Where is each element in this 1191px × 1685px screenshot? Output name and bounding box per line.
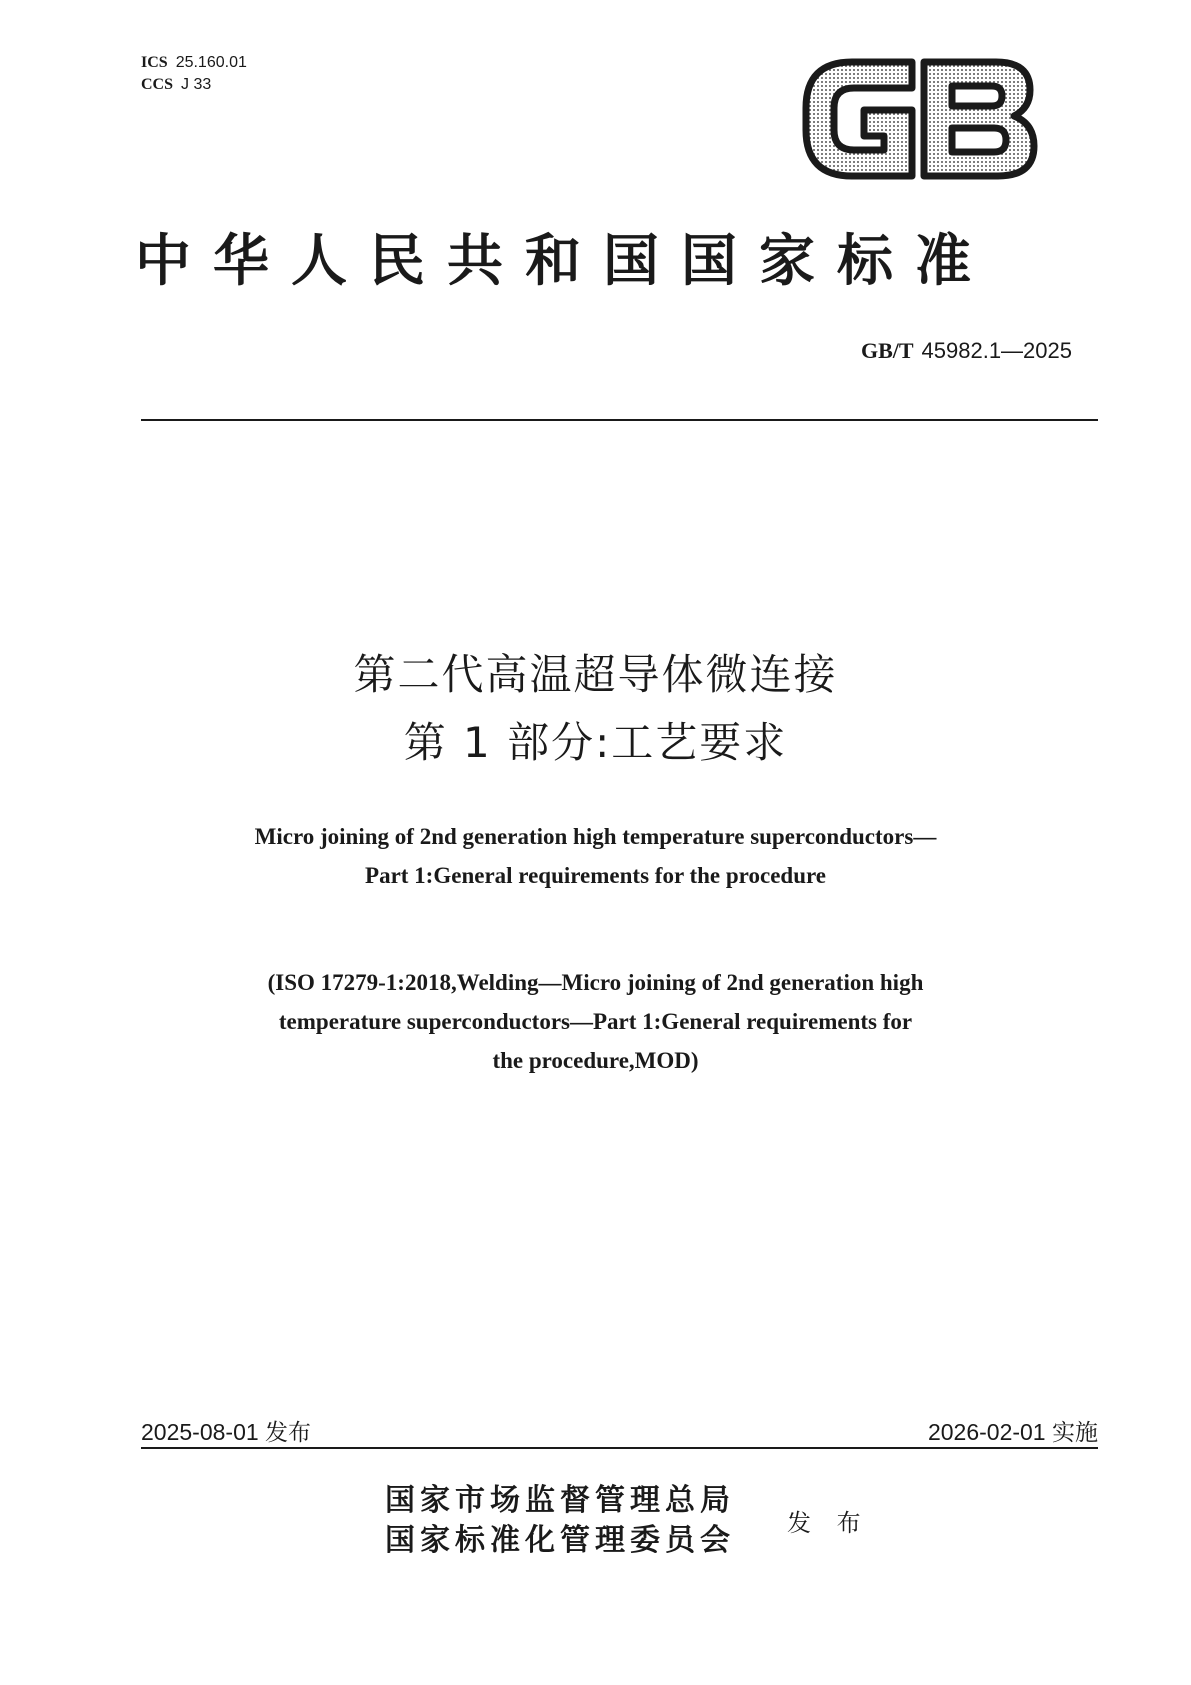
- ccs-label: CCS: [141, 76, 174, 93]
- chinese-title-line2: 第 1 部分:工艺要求: [403, 718, 788, 767]
- iso-reference-line2: temperature superconductors—Part 1:General requirements for: [278, 1009, 913, 1034]
- issuer-samr: 国家市场监督管理总局: [385, 1483, 735, 1518]
- standard-number-prefix: GB/T: [860, 338, 914, 363]
- iso-reference-line3: the procedure,MOD): [492, 1048, 699, 1073]
- standard-number-code: 45982.1—2025: [921, 338, 1072, 363]
- standard-number: [861, 338, 1072, 364]
- iso-reference: [0, 963, 1191, 1080]
- publish-label: 发 布: [787, 1509, 870, 1537]
- chinese-title-line1: 第二代高温超导体微连接: [353, 650, 838, 699]
- issuing-authorities: [385, 1481, 735, 1561]
- national-standard-title: 中华人民共和国国家标准: [135, 228, 993, 294]
- classification-codes: [141, 52, 247, 96]
- bottom-divider: [141, 1447, 1098, 1449]
- issue-date: 2025-08-01 发布: [141, 1419, 312, 1445]
- top-divider: [141, 419, 1098, 421]
- english-title-line2: Part 1:General requirements for the procedure: [365, 863, 826, 888]
- ics-code-row: [141, 52, 247, 74]
- ccs-code: J 33: [181, 76, 212, 93]
- english-title-line1: Micro joining of 2nd generation high temperature superconductors—: [254, 824, 937, 849]
- ccs-code-row: [141, 74, 247, 96]
- ics-label: ICS: [141, 54, 168, 71]
- implementation-date: 2026-02-01 实施: [927, 1419, 1098, 1445]
- ics-code: 25.160.01: [175, 54, 247, 71]
- gb-logo: [800, 56, 1040, 182]
- iso-reference-line1: (ISO 17279-1:2018,Welding—Micro joining of 2nd generation high: [267, 970, 924, 995]
- issuer-sac: 国家标准化管理委员会: [385, 1523, 735, 1558]
- english-title: [0, 817, 1191, 895]
